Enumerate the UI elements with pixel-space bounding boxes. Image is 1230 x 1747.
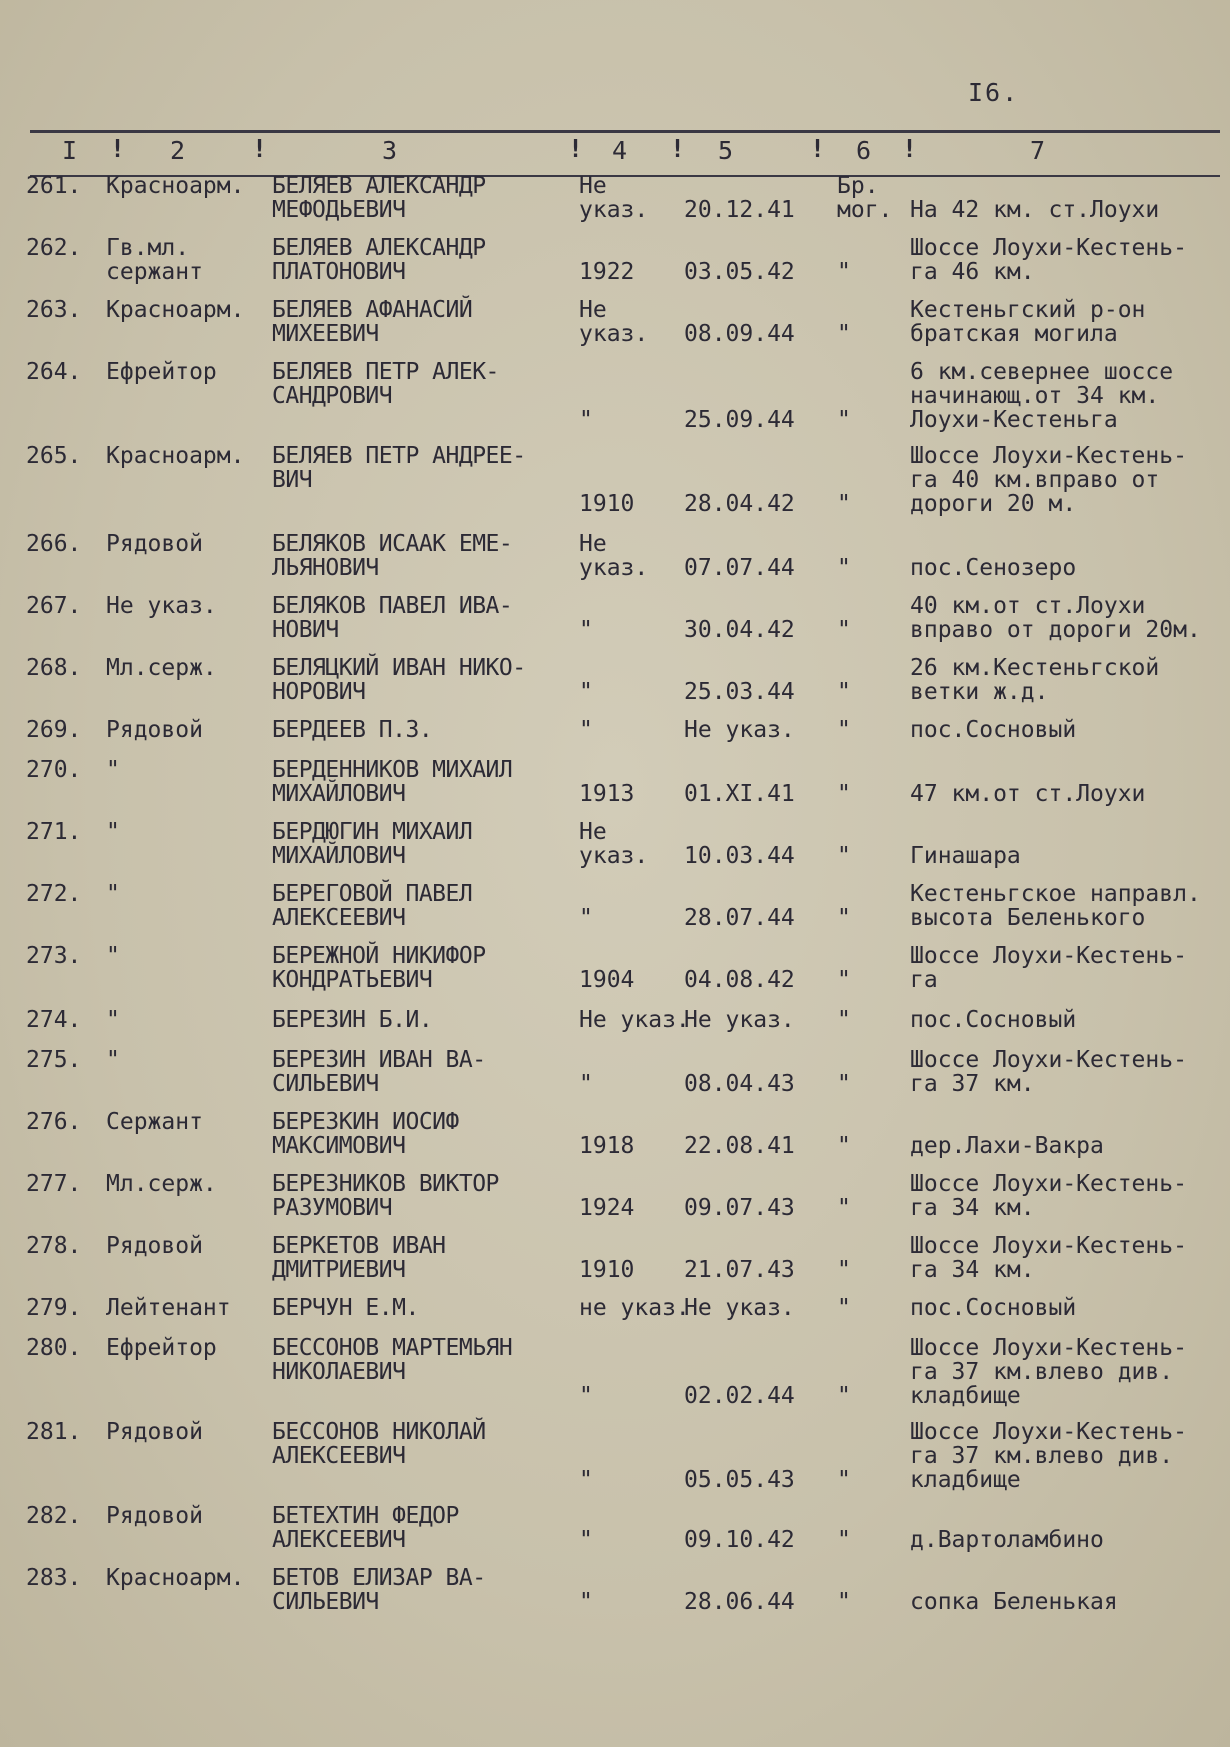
- death-date-cell: 25.03.44: [684, 679, 795, 705]
- name-cell: АЛЕКСЕЕВИЧ: [272, 1527, 406, 1553]
- name-cell: БЕТЕХТИН ФЕДОР: [272, 1503, 459, 1529]
- burial-place-cell: Шоссе Лоухи-Кестень-: [910, 1335, 1187, 1361]
- burial-place-cell: Лоухи-Кестеньга: [910, 407, 1118, 433]
- name-cell: БЕРДЮГИН МИХАИЛ: [272, 819, 473, 845]
- entry-number: 280.: [26, 1335, 82, 1361]
- name-cell: КОНДРАТЬЕВИЧ: [272, 967, 433, 993]
- burial-place-cell: дороги 20 м.: [910, 491, 1077, 517]
- entry-number: 263.: [26, 297, 82, 323]
- rank-cell: Рядовой: [106, 1503, 203, 1529]
- death-date-cell: 08.09.44: [684, 321, 795, 347]
- death-date-cell: 09.07.43: [684, 1195, 795, 1221]
- header-top-rule: [30, 130, 1220, 133]
- entry-number: 278.: [26, 1233, 82, 1259]
- rank-cell: сержант: [106, 259, 203, 285]
- death-date-cell: 04.08.42: [684, 967, 795, 993]
- name-cell: БЕРДЕЕВ П.З.: [272, 717, 433, 743]
- burial-place-cell: га 40 км.вправо от: [910, 467, 1160, 493]
- death-date-cell: 09.10.42: [684, 1527, 795, 1553]
- name-cell: БЕРЧУН Е.М.: [272, 1295, 419, 1321]
- death-date-cell: 07.07.44: [684, 555, 795, 581]
- burial-place-cell: Шоссе Лоухи-Кестень-: [910, 943, 1187, 969]
- birth-year-cell: Не: [579, 819, 607, 845]
- name-cell: БЕССОНОВ НИКОЛАЙ: [272, 1419, 486, 1445]
- death-date-cell: Не указ.: [684, 1295, 795, 1321]
- rank-cell: ": [106, 1007, 120, 1033]
- name-cell: БЕРЕЗИН ИВАН ВА-: [272, 1047, 486, 1073]
- death-date-cell: 08.04.43: [684, 1071, 795, 1097]
- burial-place-cell: пос.Сосновый: [910, 717, 1077, 743]
- death-date-cell: 01.XI.41: [684, 781, 795, 807]
- column-header-1: I: [62, 136, 78, 165]
- name-cell: БЕРЕЗНИКОВ ВИКТОР: [272, 1171, 499, 1197]
- burial-place-cell: га 37 км.влево див.: [910, 1443, 1174, 1469]
- rank-cell: ": [106, 881, 120, 907]
- birth-year-cell: 1910: [579, 491, 635, 517]
- burial-place-cell: Шоссе Лоухи-Кестень-: [910, 1419, 1187, 1445]
- burial-place-cell: кладбище: [910, 1467, 1021, 1493]
- burial-type-cell: ": [837, 555, 851, 581]
- birth-year-cell: ": [579, 407, 593, 433]
- rank-cell: Мл.серж.: [106, 1171, 217, 1197]
- name-cell: НИКОЛАЕВИЧ: [272, 1359, 406, 1385]
- name-cell: НОРОВИЧ: [272, 679, 366, 705]
- entry-number: 267.: [26, 593, 82, 619]
- column-divider: !: [810, 134, 826, 163]
- burial-place-cell: пос.Сенозеро: [910, 555, 1077, 581]
- burial-type-cell: ": [837, 1589, 851, 1615]
- death-date-cell: Не указ.: [684, 717, 795, 743]
- death-date-cell: 28.04.42: [684, 491, 795, 517]
- death-date-cell: Не указ.: [684, 1007, 795, 1033]
- name-cell: ЛЬЯНОВИЧ: [272, 555, 379, 581]
- burial-place-cell: кладбище: [910, 1383, 1021, 1409]
- entry-number: 272.: [26, 881, 82, 907]
- column-header-4: 4: [612, 136, 628, 165]
- burial-type-cell: ": [837, 1257, 851, 1283]
- burial-place-cell: На 42 км. ст.Лоухи: [910, 197, 1160, 223]
- name-cell: МАКСИМОВИЧ: [272, 1133, 406, 1159]
- rank-cell: Красноарм.: [106, 1565, 245, 1591]
- burial-place-cell: начинающ.от 34 км.: [910, 383, 1160, 409]
- burial-type-cell: ": [837, 679, 851, 705]
- burial-place-cell: га 34 км.: [910, 1257, 1035, 1283]
- burial-type-cell: ": [837, 1007, 851, 1033]
- name-cell: МИХЕЕВИЧ: [272, 321, 379, 347]
- rank-cell: ": [106, 757, 120, 783]
- burial-place-cell: га: [910, 967, 938, 993]
- column-header-7: 7: [1030, 136, 1046, 165]
- entry-number: 273.: [26, 943, 82, 969]
- name-cell: БЕРДЕННИКОВ МИХАИЛ: [272, 757, 513, 783]
- entry-number: 277.: [26, 1171, 82, 1197]
- name-cell: БЕЛЯЕВ АЛЕКСАНДР: [272, 235, 486, 261]
- birth-year-cell: Не: [579, 173, 607, 199]
- birth-year-cell: 1904: [579, 967, 635, 993]
- burial-type-cell: ": [837, 1071, 851, 1097]
- column-divider: !: [670, 134, 686, 163]
- burial-place-cell: пос.Сосновый: [910, 1007, 1077, 1033]
- entry-number: 274.: [26, 1007, 82, 1033]
- column-header-5: 5: [718, 136, 734, 165]
- burial-place-cell: д.Вартоламбино: [910, 1527, 1104, 1553]
- birth-year-cell: ": [579, 1589, 593, 1615]
- burial-place-cell: высота Беленького: [910, 905, 1146, 931]
- burial-place-cell: Шоссе Лоухи-Кестень-: [910, 1047, 1187, 1073]
- rank-cell: Красноарм.: [106, 443, 245, 469]
- name-cell: БЕЛЯЕВ ПЕТР АЛЕК-: [272, 359, 499, 385]
- name-cell: МИХАЙЛОВИЧ: [272, 781, 406, 807]
- birth-year-cell: ": [579, 679, 593, 705]
- burial-type-cell: ": [837, 781, 851, 807]
- birth-year-cell: ": [579, 1071, 593, 1097]
- burial-type-cell: ": [837, 259, 851, 285]
- birth-year-cell: 1910: [579, 1257, 635, 1283]
- burial-type-cell: Бр.: [837, 173, 879, 199]
- burial-place-cell: вправо от дороги 20м.: [910, 617, 1201, 643]
- column-divider: !: [110, 134, 126, 163]
- name-cell: БЕССОНОВ МАРТЕМЬЯН: [272, 1335, 513, 1361]
- name-cell: БЕРЕЗКИН ИОСИФ: [272, 1109, 459, 1135]
- name-cell: АЛЕКСЕЕВИЧ: [272, 905, 406, 931]
- death-date-cell: 05.05.43: [684, 1467, 795, 1493]
- column-divider: !: [902, 134, 918, 163]
- entry-number: 276.: [26, 1109, 82, 1135]
- birth-year-cell: указ.: [579, 555, 649, 581]
- name-cell: БЕЛЯКОВ ПАВЕЛ ИВА-: [272, 593, 513, 619]
- name-cell: БЕРКЕТОВ ИВАН: [272, 1233, 446, 1259]
- burial-place-cell: га 37 км.: [910, 1071, 1035, 1097]
- rank-cell: Рядовой: [106, 531, 203, 557]
- birth-year-cell: ": [579, 905, 593, 931]
- death-date-cell: 28.06.44: [684, 1589, 795, 1615]
- rank-cell: Не указ.: [106, 593, 217, 619]
- birth-year-cell: указ.: [579, 197, 649, 223]
- entry-number: 266.: [26, 531, 82, 557]
- burial-place-cell: га 37 км.влево див.: [910, 1359, 1174, 1385]
- page-number: I6.: [968, 78, 1020, 107]
- birth-year-cell: ": [579, 1467, 593, 1493]
- burial-place-cell: га 46 км.: [910, 259, 1035, 285]
- name-cell: СИЛЬЕВИЧ: [272, 1071, 379, 1097]
- burial-place-cell: Кестеньгский р-он: [910, 297, 1146, 323]
- burial-place-cell: дер.Лахи-Вакра: [910, 1133, 1104, 1159]
- burial-type-cell: мог.: [837, 197, 893, 223]
- birth-year-cell: 1922: [579, 259, 635, 285]
- entry-number: 282.: [26, 1503, 82, 1529]
- burial-type-cell: ": [837, 491, 851, 517]
- entry-number: 264.: [26, 359, 82, 385]
- table-header: [30, 134, 1220, 172]
- death-date-cell: 02.02.44: [684, 1383, 795, 1409]
- rank-cell: Красноарм.: [106, 173, 245, 199]
- column-header-3: 3: [382, 136, 398, 165]
- name-cell: НОВИЧ: [272, 617, 339, 643]
- burial-place-cell: Шоссе Лоухи-Кестень-: [910, 443, 1187, 469]
- birth-year-cell: ": [579, 617, 593, 643]
- name-cell: БЕРЕГОВОЙ ПАВЕЛ: [272, 881, 473, 907]
- entry-number: 265.: [26, 443, 82, 469]
- burial-place-cell: сопка Беленькая: [910, 1589, 1118, 1615]
- birth-year-cell: Не: [579, 531, 607, 557]
- rank-cell: Рядовой: [106, 1233, 203, 1259]
- death-date-cell: 03.05.42: [684, 259, 795, 285]
- burial-type-cell: ": [837, 1295, 851, 1321]
- burial-type-cell: ": [837, 1195, 851, 1221]
- name-cell: БЕЛЯЦКИЙ ИВАН НИКО-: [272, 655, 526, 681]
- rank-cell: Гв.мл.: [106, 235, 190, 261]
- death-date-cell: 20.12.41: [684, 197, 795, 223]
- entry-number: 283.: [26, 1565, 82, 1591]
- burial-type-cell: ": [837, 967, 851, 993]
- burial-place-cell: Кестеньгское направл.: [910, 881, 1201, 907]
- entry-number: 281.: [26, 1419, 82, 1445]
- burial-type-cell: ": [837, 843, 851, 869]
- entry-number: 269.: [26, 717, 82, 743]
- burial-type-cell: ": [837, 1467, 851, 1493]
- rank-cell: Сержант: [106, 1109, 203, 1135]
- column-header-6: 6: [856, 136, 872, 165]
- rank-cell: ": [106, 1047, 120, 1073]
- name-cell: ДМИТРИЕВИЧ: [272, 1257, 406, 1283]
- birth-year-cell: ": [579, 717, 593, 743]
- rank-cell: Рядовой: [106, 1419, 203, 1445]
- death-date-cell: 22.08.41: [684, 1133, 795, 1159]
- birth-year-cell: указ.: [579, 843, 649, 869]
- rank-cell: Красноарм.: [106, 297, 245, 323]
- burial-place-cell: 40 км.от ст.Лоухи: [910, 593, 1146, 619]
- burial-type-cell: ": [837, 1133, 851, 1159]
- burial-type-cell: ": [837, 321, 851, 347]
- burial-place-cell: пос.Сосновый: [910, 1295, 1077, 1321]
- burial-place-cell: га 34 км.: [910, 1195, 1035, 1221]
- name-cell: ПЛАТОНОВИЧ: [272, 259, 406, 285]
- rank-cell: Ефрейтор: [106, 1335, 217, 1361]
- birth-year-cell: 1918: [579, 1133, 635, 1159]
- entry-number: 262.: [26, 235, 82, 261]
- burial-place-cell: Шоссе Лоухи-Кестень-: [910, 235, 1187, 261]
- death-date-cell: 28.07.44: [684, 905, 795, 931]
- rank-cell: Мл.серж.: [106, 655, 217, 681]
- name-cell: БЕЛЯЕВ АЛЕКСАНДР: [272, 173, 486, 199]
- name-cell: САНДРОВИЧ: [272, 383, 393, 409]
- column-divider: !: [252, 134, 268, 163]
- rank-cell: ": [106, 943, 120, 969]
- death-date-cell: 21.07.43: [684, 1257, 795, 1283]
- burial-type-cell: ": [837, 617, 851, 643]
- name-cell: БЕЛЯЕВ ПЕТР АНДРЕЕ-: [272, 443, 526, 469]
- birth-year-cell: ": [579, 1527, 593, 1553]
- rank-cell: Рядовой: [106, 717, 203, 743]
- name-cell: БЕРЕЖНОЙ НИКИФОР: [272, 943, 486, 969]
- entry-number: 261.: [26, 173, 82, 199]
- burial-type-cell: ": [837, 1527, 851, 1553]
- column-header-2: 2: [170, 136, 186, 165]
- rank-cell: Лейтенант: [106, 1295, 231, 1321]
- rank-cell: ": [106, 819, 120, 845]
- burial-type-cell: ": [837, 717, 851, 743]
- death-date-cell: 25.09.44: [684, 407, 795, 433]
- entry-number: 270.: [26, 757, 82, 783]
- burial-place-cell: Шоссе Лоухи-Кестень-: [910, 1171, 1187, 1197]
- name-cell: БЕТОВ ЕЛИЗАР ВА-: [272, 1565, 486, 1591]
- rank-cell: Ефрейтор: [106, 359, 217, 385]
- burial-place-cell: 47 км.от ст.Лоухи: [910, 781, 1146, 807]
- birth-year-cell: не указ.: [579, 1295, 690, 1321]
- entry-number: 275.: [26, 1047, 82, 1073]
- birth-year-cell: Не указ.: [579, 1007, 690, 1033]
- entry-number: 268.: [26, 655, 82, 681]
- name-cell: СИЛЬЕВИЧ: [272, 1589, 379, 1615]
- birth-year-cell: 1913: [579, 781, 635, 807]
- birth-year-cell: указ.: [579, 321, 649, 347]
- birth-year-cell: ": [579, 1383, 593, 1409]
- birth-year-cell: Не: [579, 297, 607, 323]
- birth-year-cell: 1924: [579, 1195, 635, 1221]
- name-cell: МИХАЙЛОВИЧ: [272, 843, 406, 869]
- death-date-cell: 30.04.42: [684, 617, 795, 643]
- name-cell: МЕФОДЬЕВИЧ: [272, 197, 406, 223]
- name-cell: БЕЛЯЕВ АФАНАСИЙ: [272, 297, 473, 323]
- burial-type-cell: ": [837, 407, 851, 433]
- entry-number: 279.: [26, 1295, 82, 1321]
- name-cell: БЕРЕЗИН Б.И.: [272, 1007, 433, 1033]
- burial-place-cell: Шоссе Лоухи-Кестень-: [910, 1233, 1187, 1259]
- column-divider: !: [568, 134, 584, 163]
- name-cell: ВИЧ: [272, 467, 313, 493]
- name-cell: АЛЕКСЕЕВИЧ: [272, 1443, 406, 1469]
- death-date-cell: 10.03.44: [684, 843, 795, 869]
- burial-type-cell: ": [837, 905, 851, 931]
- burial-place-cell: 26 км.Кестеньгской: [910, 655, 1160, 681]
- burial-place-cell: Гинашара: [910, 843, 1021, 869]
- burial-place-cell: 6 км.севернее шоссе: [910, 359, 1174, 385]
- name-cell: БЕЛЯКОВ ИСААК ЕМЕ-: [272, 531, 513, 557]
- burial-type-cell: ": [837, 1383, 851, 1409]
- burial-place-cell: братская могила: [910, 321, 1118, 347]
- entry-number: 271.: [26, 819, 82, 845]
- burial-place-cell: ветки ж.д.: [910, 679, 1049, 705]
- name-cell: РАЗУМОВИЧ: [272, 1195, 393, 1221]
